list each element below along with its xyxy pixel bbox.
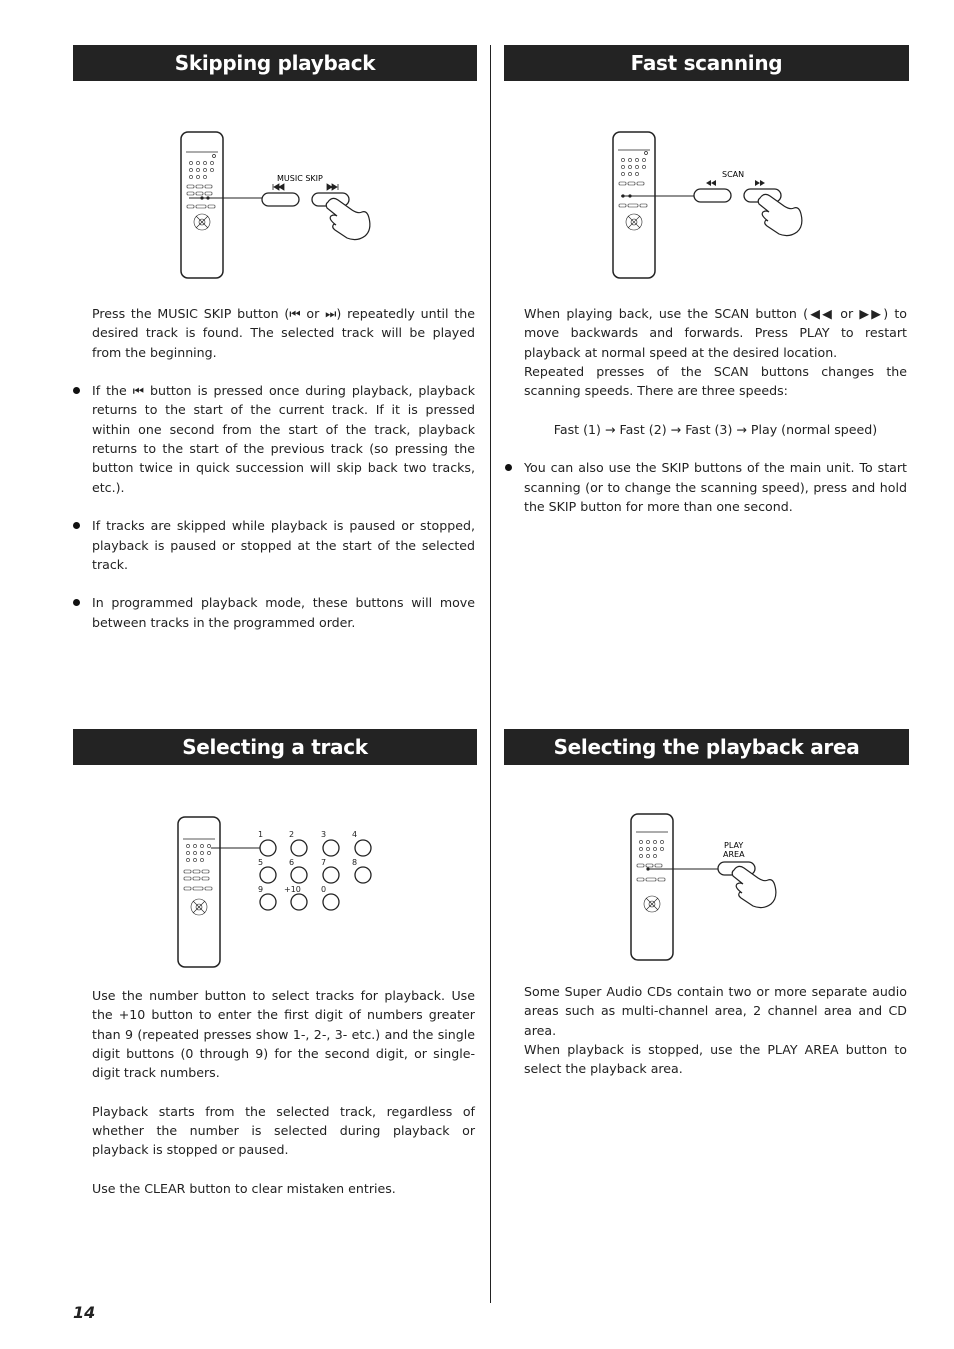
key-9-button bbox=[260, 894, 276, 910]
key-label-9: 9 bbox=[258, 885, 264, 894]
remote-control-icon bbox=[613, 132, 655, 278]
key-label-3: 3 bbox=[321, 830, 327, 839]
key-plus10-button bbox=[291, 894, 307, 910]
key-label-0: 0 bbox=[321, 885, 327, 894]
scanning-bullet-1: You can also use the SKIP buttons of the main unit. To start scanning (or to change the scanning speed), press and hold the SKIP button for more than one second. bbox=[505, 458, 907, 516]
fast-forward-icon bbox=[755, 180, 765, 186]
key-label-2: 2 bbox=[289, 830, 295, 839]
scan-remote-illustration bbox=[610, 130, 810, 280]
section-title-skipping: Skipping playback bbox=[73, 45, 477, 81]
page-number: 14 bbox=[73, 1303, 96, 1322]
remote-control-icon bbox=[631, 814, 673, 960]
key-2-button bbox=[291, 840, 307, 856]
selecting-track-text-block bbox=[92, 986, 475, 1198]
skipping-bullet-3: In programmed playback mode, these buttons will move between tracks in the programmed order. bbox=[73, 593, 475, 632]
scanning-intro-1: When playing back, use the SCAN button (◀◀ or ▶▶) to move backwards and forwards. Press PLAY to restart playback at normal speed at the desired location. bbox=[524, 306, 907, 360]
pressing-hand-icon bbox=[758, 194, 802, 235]
playback-area-para-1: Some Super Audio CDs contain two or more separate audio areas such as multi-channel area, 2 channel area and CD area. bbox=[524, 984, 907, 1038]
skipping-bullet-1: If the ⏮ button is pressed once during playback, playback returns to the start of the current track. If it is pressed within one second from the start of the track, playback returns to the start of the previous track (so pressing the button twice in quick succession will skip back two tracks, etc.). bbox=[73, 381, 475, 497]
key-label-plus10: +10 bbox=[284, 885, 301, 894]
play-area-label-2: AREA bbox=[723, 850, 745, 859]
rewind-icon bbox=[706, 180, 716, 186]
scanning-speeds: Fast (1) → Fast (2) → Fast (3) → Play (normal speed) bbox=[553, 421, 878, 437]
key-label-6: 6 bbox=[289, 858, 295, 867]
skip-back-icon bbox=[273, 184, 284, 190]
number-keypad bbox=[258, 830, 357, 894]
column-divider bbox=[490, 45, 491, 1303]
key-0-button bbox=[323, 894, 339, 910]
remote-control-icon bbox=[178, 817, 220, 967]
remote-control-icon bbox=[181, 132, 223, 278]
key-7-button bbox=[323, 867, 339, 883]
play-area-remote-illustration bbox=[628, 812, 808, 962]
playback-area-text-block bbox=[524, 982, 907, 1078]
section-title-playback-area: Selecting the playback area bbox=[504, 729, 909, 765]
selecting-track-para-2: Playback starts from the selected track, regardless of whether the number is selected during playback or playback is stopped or paused. bbox=[92, 1103, 475, 1158]
scan-label: SCAN bbox=[722, 170, 745, 179]
skip-remote-illustration bbox=[178, 130, 378, 280]
key-6-button bbox=[291, 867, 307, 883]
selecting-track-para-3: Use the CLEAR button to clear mistaken entries. bbox=[92, 1180, 396, 1196]
key-8-button bbox=[355, 867, 371, 883]
key-label-7: 7 bbox=[321, 858, 327, 867]
key-label-5: 5 bbox=[258, 858, 264, 867]
skipping-text-block bbox=[92, 304, 475, 632]
scanning-text-block bbox=[524, 304, 907, 516]
section-title-selecting-track: Selecting a track bbox=[73, 729, 477, 765]
scanning-intro-2: Repeated presses of the SCAN buttons changes the scanning speeds. There are three speeds: bbox=[524, 363, 907, 399]
play-area-label-1: PLAY bbox=[724, 841, 744, 850]
skip-back-button bbox=[262, 193, 299, 206]
key-3-button bbox=[323, 840, 339, 856]
section-title-scanning: Fast scanning bbox=[504, 45, 909, 81]
key-4-button bbox=[355, 840, 371, 856]
key-label-1: 1 bbox=[258, 830, 264, 839]
skipping-intro: Press the MUSIC SKIP button (⏮ or ⏭) repeatedly until the desired track is found. The selected track will be played from the beginning. bbox=[92, 306, 475, 360]
skip-forward-icon bbox=[327, 184, 338, 190]
key-5-button bbox=[260, 867, 276, 883]
key-label-8: 8 bbox=[352, 858, 358, 867]
pressing-hand-icon bbox=[326, 198, 370, 239]
skipping-bullet-2: If tracks are skipped while playback is paused or stopped, playback is paused or stopped at the start of the selected track. bbox=[73, 516, 475, 574]
playback-area-para-2: When playback is stopped, use the PLAY AREA button to select the playback area. bbox=[524, 1041, 907, 1077]
music-skip-label: MUSIC SKIP bbox=[277, 174, 323, 183]
key-1-button bbox=[260, 840, 276, 856]
scan-back-button bbox=[694, 189, 731, 202]
keypad-remote-illustration bbox=[175, 815, 385, 970]
key-label-4: 4 bbox=[352, 830, 358, 839]
selecting-track-para-1: Use the number button to select tracks for playback. Use the +10 button to enter the first digit of numbers greater than 9 (repeated presses show 1-, 2-, 3- etc.) and the single digit buttons (0 through 9) for the second digit, or single-digit track numbers. bbox=[92, 988, 475, 1081]
